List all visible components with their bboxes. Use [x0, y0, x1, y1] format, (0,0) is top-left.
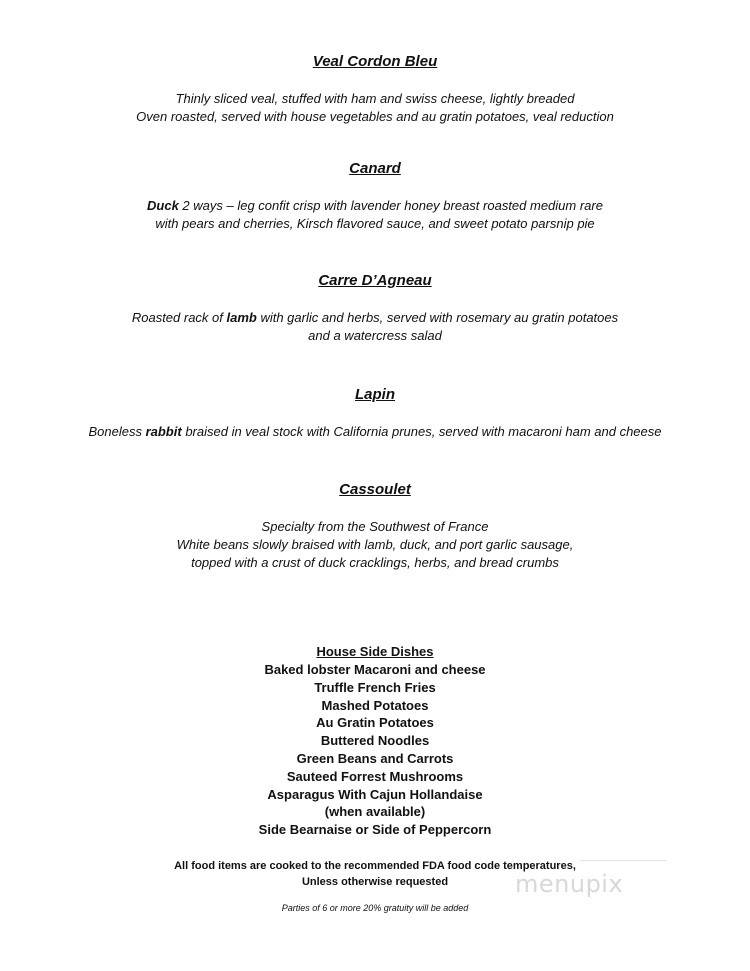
- dish-2: [0, 160, 750, 233]
- description-text: Roasted rack of: [131, 310, 227, 325]
- side-dish-item: Asparagus With Cajun Hollandaise: [267, 786, 483, 802]
- watermark-rule: [580, 860, 666, 861]
- dish-description: [0, 518, 750, 572]
- side-dish-item: (when available): [324, 804, 426, 820]
- dish-description-line: [0, 197, 750, 215]
- description-text: and a watercress salad: [308, 328, 442, 343]
- dish-description: [0, 309, 750, 345]
- dish-description-line: [0, 536, 750, 554]
- description-text: 2 ways – leg confit crisp with lavender honey breast roasted medium rare: [178, 198, 603, 213]
- side-dish-item: Truffle French Fries: [314, 679, 436, 695]
- dish-title: Lapin: [355, 386, 395, 403]
- dish-title: Carre D’Agneau: [318, 272, 432, 289]
- description-text: Boneless: [88, 424, 146, 439]
- dish-description: [0, 197, 750, 233]
- notice-line-2: Unless otherwise requested: [301, 876, 449, 888]
- dish-description-line: [0, 309, 750, 327]
- description-text: White beans slowly braised with lamb, duck, and port garlic sausage,: [176, 537, 574, 552]
- description-text: with garlic and herbs, served with rosemary au gratin potatoes: [256, 310, 619, 325]
- side-dish-item: Side Bearnaise or Side of Peppercorn: [258, 822, 492, 838]
- description-text: Thinly sliced veal, stuffed with ham and swiss cheese, lightly breaded: [175, 91, 575, 106]
- side-dishes-list: [0, 661, 750, 839]
- side-dish-item: Mashed Potatoes: [321, 697, 429, 713]
- side-dish-item: Buttered Noodles: [320, 733, 430, 749]
- dish-4: [0, 386, 750, 441]
- side-dish-item: Au Gratin Potatoes: [316, 715, 434, 731]
- dish-title: Cassoulet: [339, 481, 411, 498]
- dish-title: Canard: [349, 160, 401, 177]
- highlight-ingredient: rabbit: [145, 424, 182, 439]
- highlight-ingredient: Duck: [147, 198, 179, 213]
- gratuity-note: Parties of 6 or more 20% gratuity will be added: [281, 903, 469, 913]
- dish-description-line: [0, 518, 750, 536]
- description-text: Oven roasted, served with house vegetables and au gratin potatoes, veal reduction: [136, 109, 614, 124]
- dish-description: [0, 90, 750, 126]
- dish-5: [0, 481, 750, 572]
- side-dish-item: Green Beans and Carrots: [296, 750, 454, 766]
- dish-description-line: [0, 90, 750, 108]
- notice-line-1: All food items are cooked to the recommended FDA food code temperatures,: [174, 860, 576, 872]
- dish-description-line: [0, 423, 750, 441]
- dish-description: [0, 423, 750, 441]
- description-text: Specialty from the Southwest of France: [261, 519, 489, 534]
- side-dish-item: Baked lobster Macaroni and cheese: [264, 662, 486, 677]
- dish-1: [0, 53, 750, 126]
- dish-3: [0, 272, 750, 345]
- description-text: braised in veal stock with California prunes, served with macaroni ham and cheese: [181, 424, 662, 439]
- side-dish-item: Sauteed Forrest Mushrooms: [286, 768, 464, 784]
- dish-description-line: [0, 554, 750, 572]
- description-text: topped with a crust of duck cracklings, herbs, and bread crumbs: [191, 555, 559, 570]
- side-dishes-section: [0, 643, 750, 839]
- food-safety-notice: [0, 858, 750, 890]
- dish-title: Veal Cordon Bleu: [312, 53, 438, 70]
- dish-description-line: [0, 108, 750, 126]
- description-text: with pears and cherries, Kirsch flavored sauce, and sweet potato parsnip pie: [155, 216, 595, 231]
- menupix-watermark-logo: menupix: [515, 870, 624, 898]
- dish-description-line: [0, 327, 750, 345]
- highlight-ingredient: lamb: [226, 310, 257, 325]
- dish-description-line: [0, 215, 750, 233]
- side-dishes-heading: House Side Dishes: [316, 644, 434, 659]
